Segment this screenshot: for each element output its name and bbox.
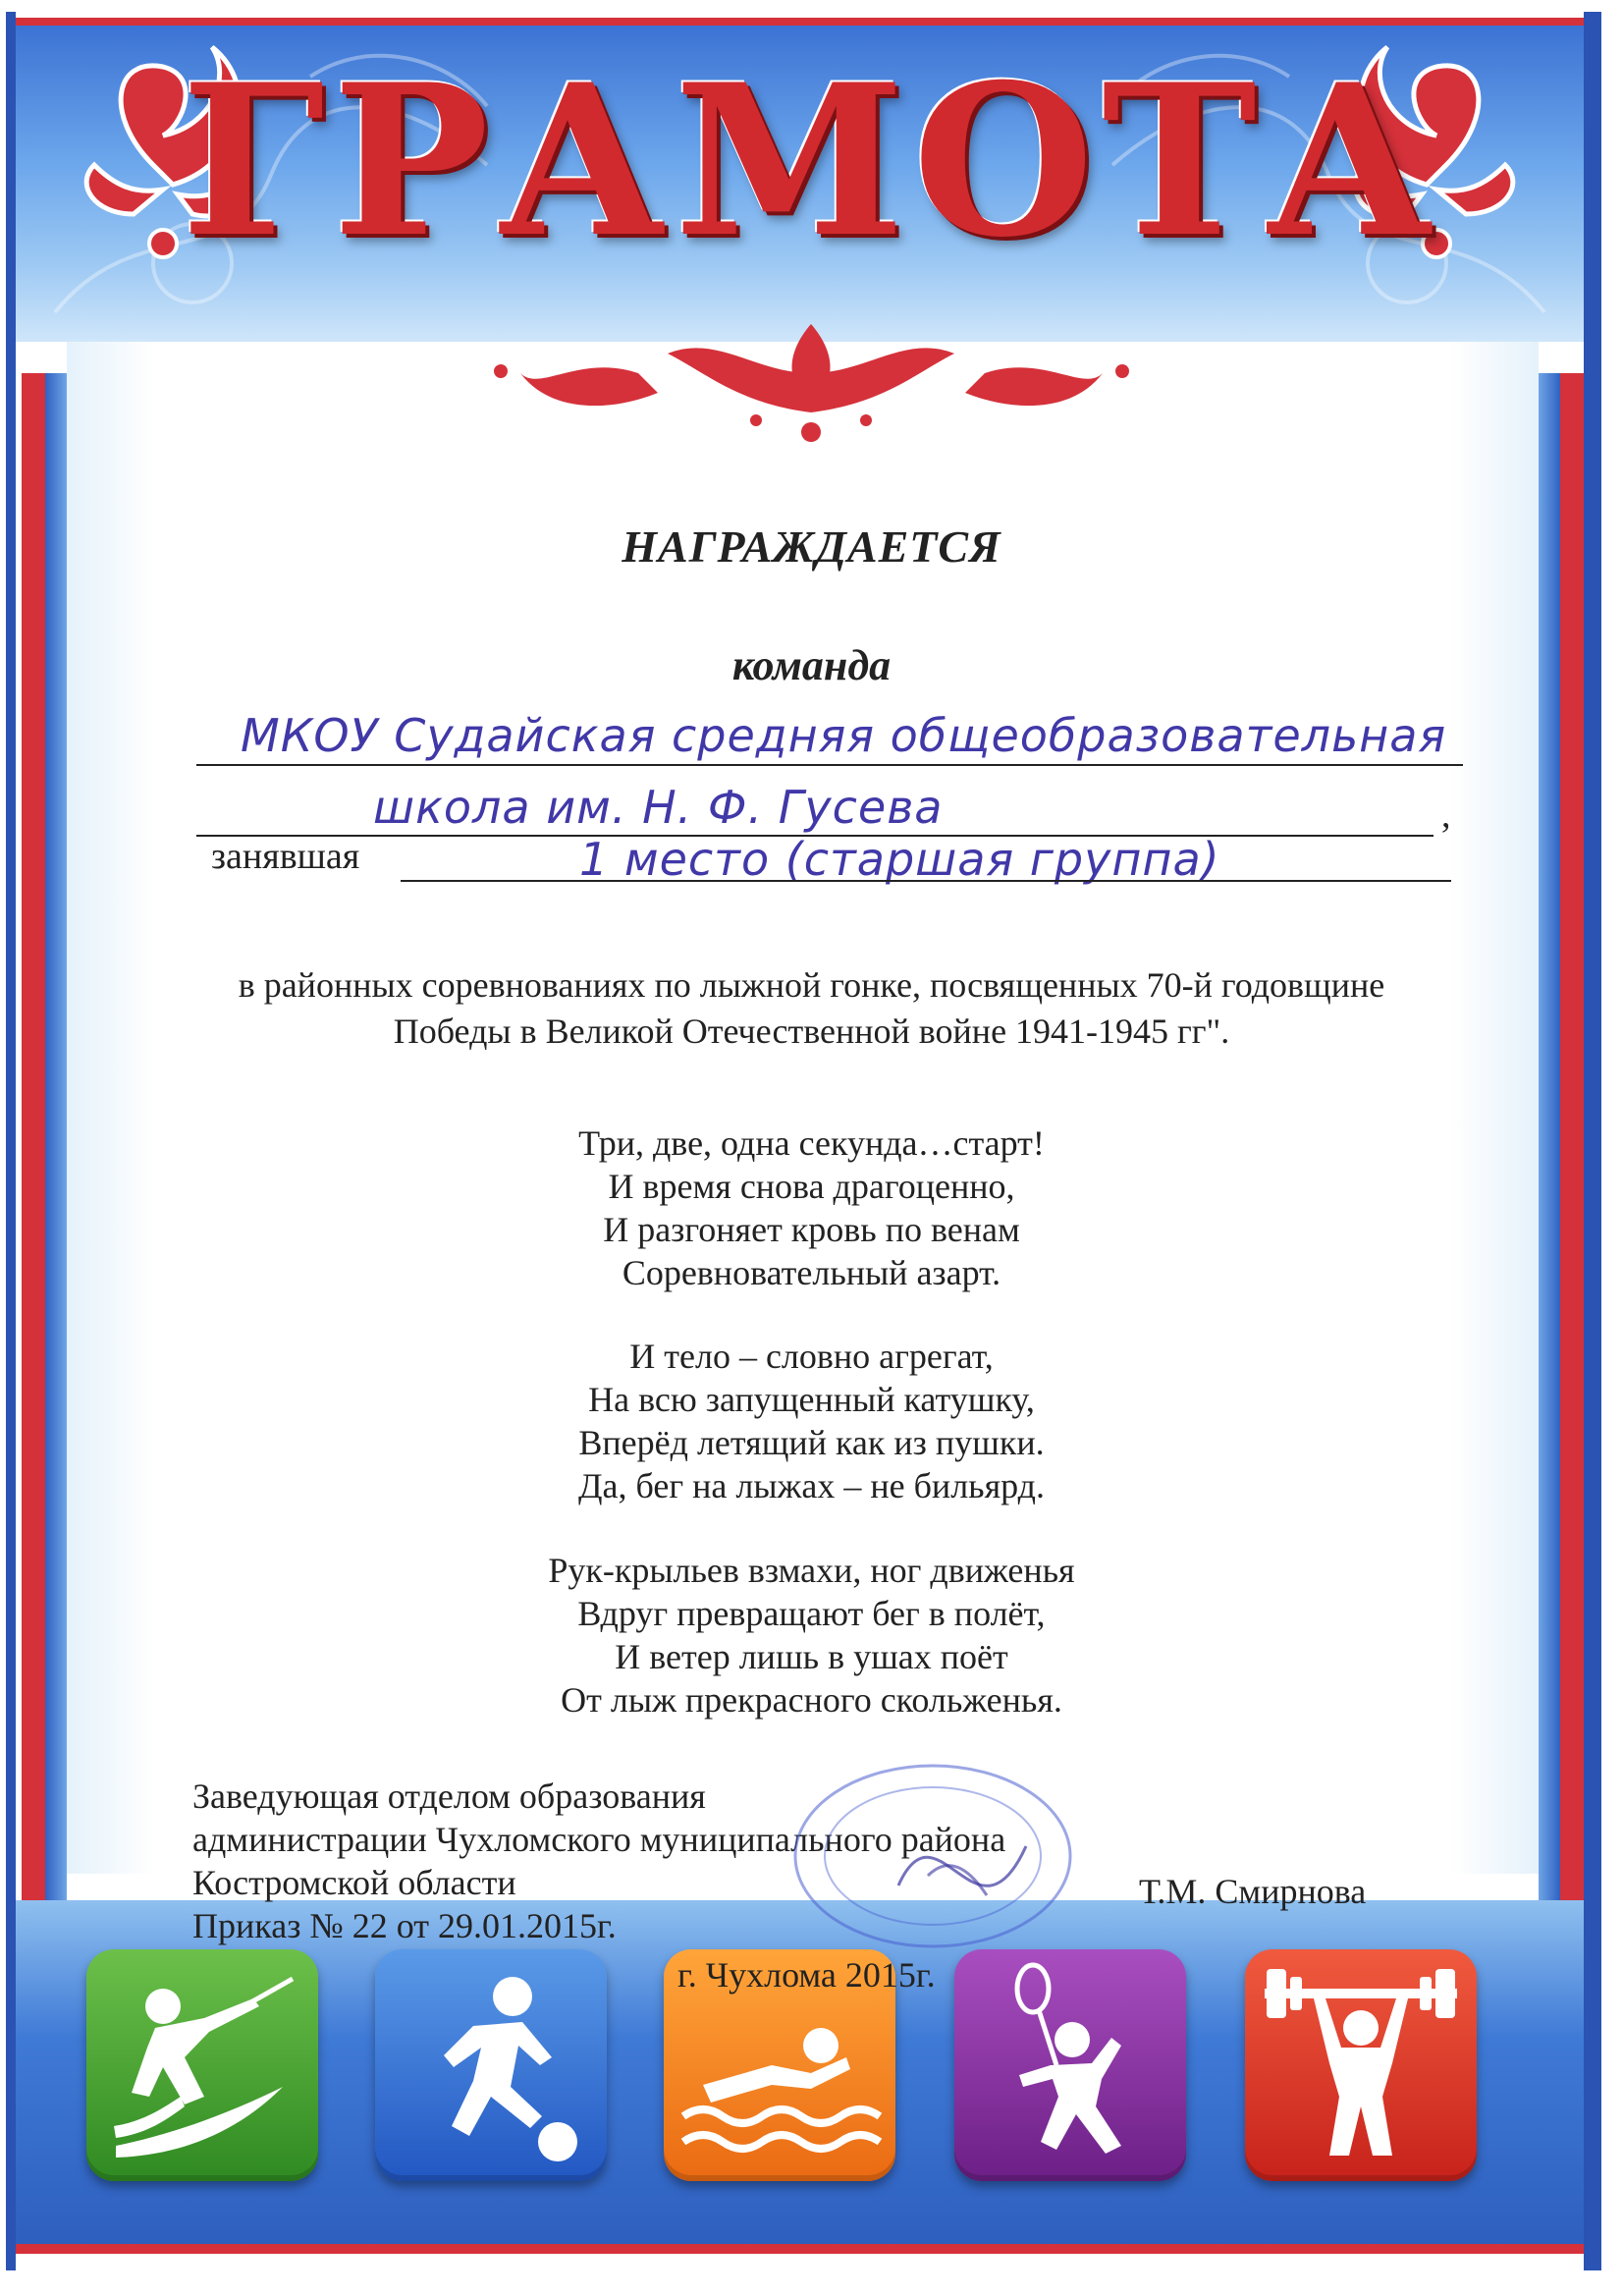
- recipient-line-1: МКОУ Судайская средняя общеобразовательная: [241, 709, 1447, 762]
- order-reference: Приказ № 22 от 29.01.2015г.: [192, 1906, 617, 1945]
- water-skiing-icon: [86, 1949, 318, 2181]
- poem-line: На всю запущенный катушку,: [588, 1380, 1035, 1419]
- badminton-icon: [954, 1949, 1186, 2181]
- description-line-1: в районных соревнованиях по лыжной гонке, посвященных 70-й годовщине: [238, 965, 1385, 1005]
- place-label: занявшая: [211, 836, 360, 877]
- poem-line: И ветер лишь в ушах поёт: [615, 1637, 1008, 1676]
- place-and-year: г. Чухлома 2015г.: [677, 1955, 936, 1995]
- signer-position-line-3: Костромской области: [192, 1863, 516, 1902]
- poem-line: И разгоняет кровь по венам: [603, 1210, 1020, 1249]
- poem-line: Вперёд летящий как из пушки.: [578, 1423, 1045, 1462]
- official-stamp-icon: [781, 1758, 1085, 1954]
- football-icon: [375, 1949, 607, 2181]
- underline-3: [401, 880, 1451, 882]
- poem-line: Вдруг превращают бег в полёт,: [577, 1594, 1046, 1633]
- poem-line: Да, бег на лыжах – не бильярд.: [578, 1466, 1045, 1505]
- center-ornament-icon: [461, 314, 1162, 452]
- poem-line: И время снова драгоценно,: [608, 1167, 1015, 1206]
- signer-position-line-1: Заведующая отделом образования: [192, 1777, 706, 1816]
- signer-position-line-2: администрации Чухломского муниципального района: [192, 1820, 1006, 1859]
- poem-line: Рук-крыльев взмахи, ног движенья: [548, 1551, 1075, 1590]
- underline-1: [196, 764, 1463, 766]
- poem-line: Соревновательный азарт.: [622, 1253, 1001, 1292]
- poem-line: И тело – словно агрегат,: [629, 1337, 994, 1376]
- poem-line: Три, две, одна секунда…старт!: [578, 1123, 1045, 1163]
- signer-name: Т.М. Смирнова: [1139, 1872, 1367, 1911]
- awarded-heading: НАГРАЖДАЕТСЯ: [622, 521, 1001, 572]
- weightlifting-icon: [1245, 1949, 1477, 2181]
- poem-line: От лыж прекрасного скольженья.: [561, 1680, 1062, 1720]
- certificate-title: ГРАМОТА: [181, 38, 1442, 283]
- recipient-line-2: школа им. Н. Ф. Гусева: [373, 781, 944, 834]
- team-label: команда: [731, 641, 892, 689]
- description-line-2: Победы в Великой Отечественной войне 1941-1945 гг".: [393, 1011, 1230, 1051]
- line-2-comma: ,: [1441, 794, 1451, 836]
- place-value: 1 место (старшая группа): [579, 833, 1220, 886]
